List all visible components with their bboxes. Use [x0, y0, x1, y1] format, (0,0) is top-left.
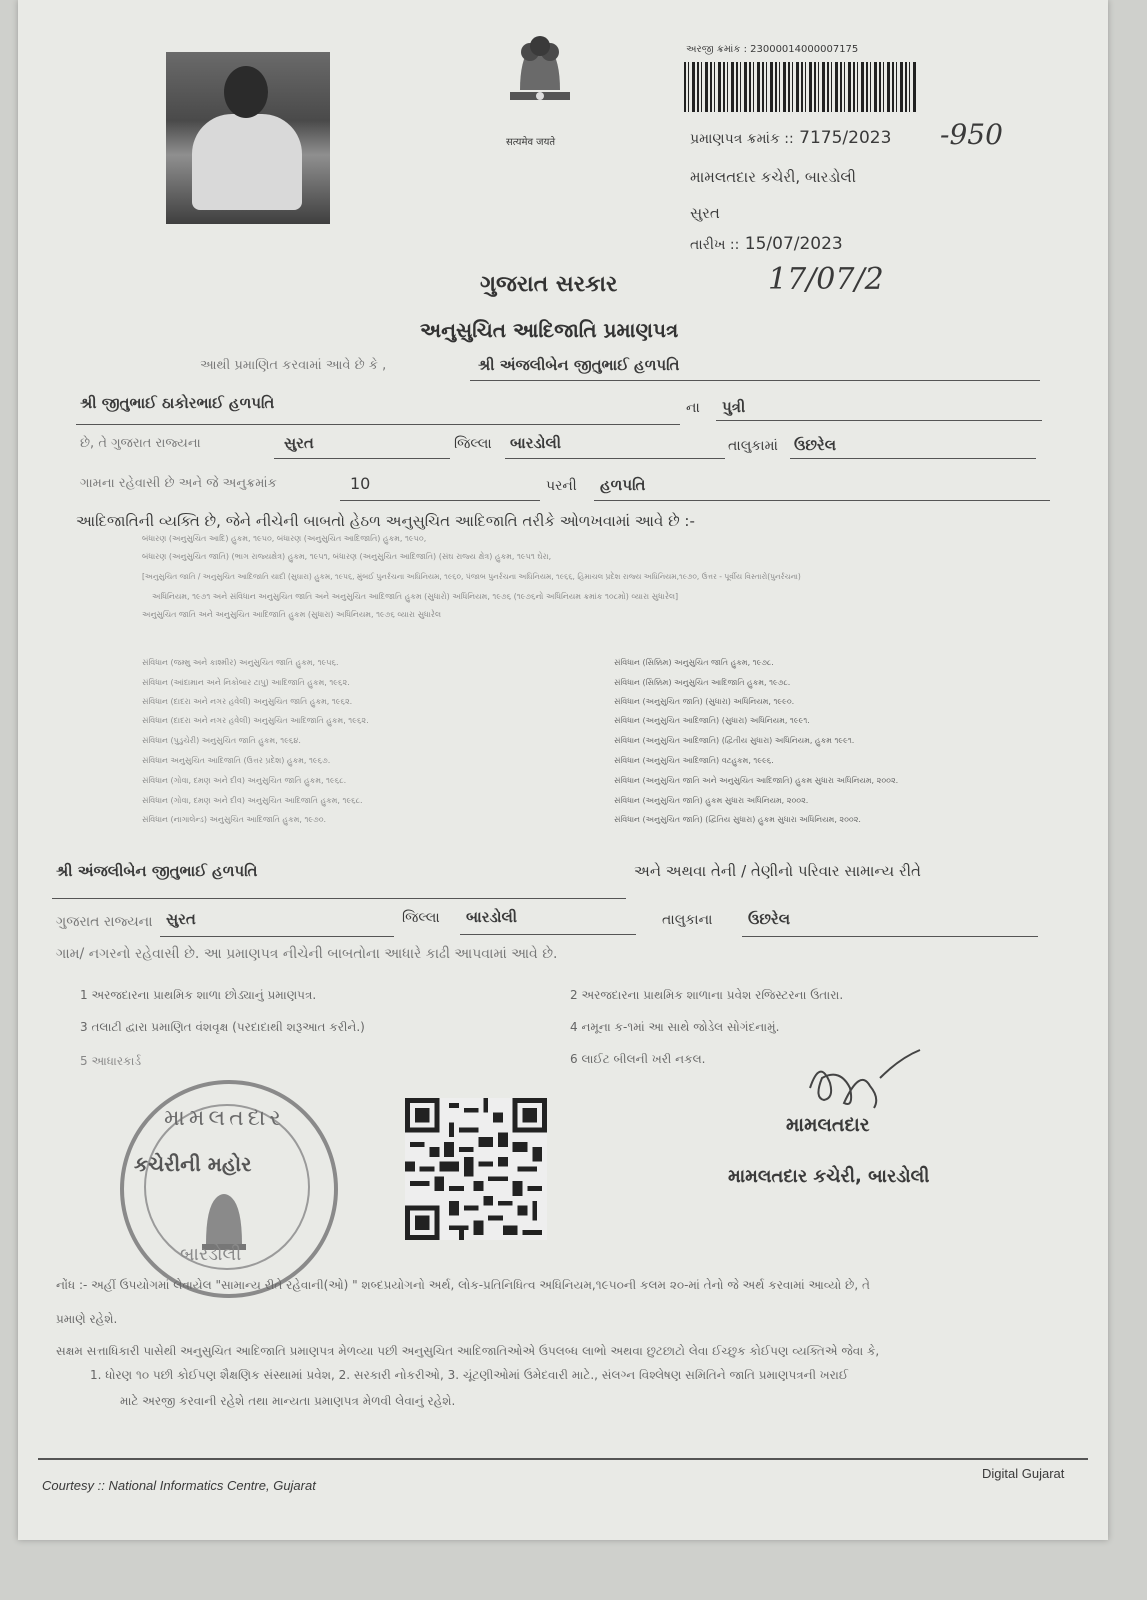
order-left-2: સંવિધાન (આંદામાન અને નિકોબાર ટાપુ) આદિજાતિ હુકમ, ૧૯૬૨.	[142, 678, 350, 687]
seal-text-middle: કચેરીની મહોર	[134, 1152, 252, 1176]
taluka2-value: બારડોલી	[466, 908, 518, 926]
applicant-name: શ્રી અંજલીબેન જીતુભાઈ હળપતિ	[478, 356, 680, 374]
handwritten-date: 17/07/2	[768, 262, 884, 297]
order-line-5: અનુસુચિત જાતિ અને અનુસુચિત આદિજાતિ હુકમ (સુધારા) અધિનિયમ, ૧૯૭૬ વ્યારા સુધારેલ	[142, 610, 441, 619]
applicant-photo	[166, 52, 330, 224]
footer-courtesy: Courtesy :: National Informatics Centre, Gujarat	[42, 1478, 316, 1493]
district2-value: સુરત	[166, 910, 196, 928]
order-left-7: સંવિધાન (ગોવા, દમણ અને દીવ) અનુસુચિત જાતિ હુકમ, ૧૯૬૮.	[142, 776, 347, 785]
caste-line	[594, 500, 1050, 501]
village-value: ઉછરેલ	[794, 436, 837, 454]
resident-label: ગામના રહેવાસી છે અને જે અનુક્રમાંક	[80, 476, 277, 491]
applicant-name-line	[470, 380, 1040, 381]
serial-number: 10	[350, 474, 371, 493]
order-right-1: સંવિધાન (સિક્કિમ) અનુસુચિત જાતિ હુકમ, ૧૯૭૮.	[614, 658, 774, 667]
taluka-value: બારડોલી	[510, 434, 562, 452]
seal-text-top: મામલતદાર	[164, 1106, 285, 1131]
order-left-1: સંવિધાન (જમ્મુ અને કાશ્મીર) અનુસુચિત જાતિ હુકમ, ૧૯૫૬.	[142, 658, 339, 667]
order-right-4: સંવિધાન (અનુસુચિત આદિજાતિ) (સુધારા) અધિનિયમ, ૧૯૯૧.	[614, 716, 810, 725]
taluka2-line	[460, 934, 636, 935]
village2-value: ઉછરેલ	[748, 910, 791, 928]
relation: પુત્રી	[722, 398, 746, 416]
application-number: 23000014000007175	[750, 44, 859, 55]
district2-label: જિલ્લા	[402, 910, 440, 926]
emblem-motto: सत्यमेव जयते	[506, 137, 556, 148]
issue-date: 15/07/2023	[744, 234, 843, 254]
national-emblem-icon	[500, 30, 580, 118]
government-title: ગુજરાત સરકાર	[480, 272, 618, 297]
officer-signature	[800, 1048, 930, 1118]
order-line-1: બંધારણ (અનુસુચિત આદિ) હુકમ, ૧૯૫૦, બંધારણ (અનુસુચિત આદિજાતિ) હુકમ, ૧૯૫૦,	[142, 534, 427, 543]
note-2-continued: 1. ધોરણ ૧૦ પછી કોઈપણ શૈક્ષણિક સંસ્થામાં પ્રવેશ, 2. સરકારી નોકરીઓ, 3. ચૂંટણીઓમાં ઉમેદવારી માટે., સંલગ્ન વિશ્લેષણ સમિતિને જાતિ પ્રમાણપત્રની ખરાઈ	[90, 1368, 849, 1382]
qr-code	[405, 1098, 547, 1240]
family-label: અને અથવા તેની / તેણીનો પરિવાર સામાન્ય રીતે	[634, 862, 921, 880]
issue-date-row	[690, 234, 843, 254]
state2-label: ગુજરાત રાજ્યના	[56, 914, 153, 930]
caste-value: હળપતિ	[600, 476, 646, 494]
seal-text-bottom: બારડોલી	[180, 1244, 242, 1265]
signatory-office: મામલતદાર કચેરી, બારડોલી	[728, 1166, 930, 1187]
order-right-8: સંવિધાન (અનુસુચિત જાતિ) હુકમ સુધારા અધિનિયમ, ૨૦૦૨.	[614, 796, 809, 805]
father-name: શ્રી જીતુભાઈ ઠાકોરભાઈ હળપતિ	[80, 394, 275, 412]
basis-sentence: ગામ/ નગરનો રહેવાસી છે. આ પ્રમાણપત્ર નીચેની બાબતોના આધારે કાઢી આપવામાં આવે છે.	[56, 946, 558, 962]
order-right-5: સંવિધાન (અનુસુચિત આદિજાતિ) (દ્વિતીય સુધારા) અધિનિયમ, હુકમ ૧૯૯૧.	[614, 736, 855, 745]
doc-item-6: 6 લાઈટ બીલની ખરી નકલ.	[570, 1052, 706, 1066]
order-left-9: સંવિધાન (નાગાલેન્ડ) અનુસુચિત આદિજાતિ હુકમ, ૧૯૭૦.	[142, 815, 327, 824]
doc-item-3: 3 તલાટી દ્વારા પ્રમાણિત વંશવૃક્ષ (પરદાદાથી શરૂઆત કરીને.)	[80, 1020, 365, 1034]
office-seal	[120, 1080, 338, 1298]
of-text: ના	[686, 400, 700, 416]
certificate-paper	[18, 0, 1108, 1540]
note-2-end: માટે અરજી કરવાની રહેશે તથા માન્યતા પ્રમાણપત્ર મેળવી લેવાનું રહેશે.	[120, 1394, 456, 1408]
order-line-2: બંધારણ (અનુસુચિત જાતિ) (ભાગ રાજ્યક્ષેત્ર) હુકમ, ૧૯૫૧, બંધારણ (અનુસુચિત આદિજાતિ) (સંઘ રાજ્ય ક્ષેત્ર) હુકમ, ૧૯૫૧ ઘેરા,	[142, 552, 552, 561]
district-value: સુરત	[284, 434, 314, 452]
issue-date-label: તારીખ ::	[690, 237, 740, 253]
certificate-number-label: પ્રમાણપત્ર ક્રમાંક ::	[690, 131, 794, 147]
taluka-line	[505, 458, 725, 459]
district-line	[274, 458, 450, 459]
relation-line	[716, 420, 1042, 421]
certificate-number: 7175/2023	[799, 128, 892, 148]
doc-item-1: 1 અરજદારના પ્રાથમિક શાળા છોડ્યાનું પ્રમાણપત્ર.	[80, 988, 317, 1002]
per-label: પરની	[546, 478, 577, 494]
village-line	[790, 458, 1036, 459]
photo-figure-head	[224, 66, 268, 118]
taluka-label: તાલુકામાં	[728, 438, 778, 454]
tribe-sentence: આદિજાતિની વ્યક્તિ છે, જેને નીચેની બાબતો હેઠળ અનુસુચિત આદિજાતિ તરીકે ઓળખવામાં આવે છે :-	[76, 512, 695, 530]
order-line-4: અધિનિયમ, ૧૯૭૧ અને સંવિધાન અનુસુચિત જાતિ અને અનુસુચિત આદિજાતિ હુકમ (સુધારો) અધિનિયમ, ૧૯૭૬ (૧૯૭૬નો અધિનિયમ ક્રમાંક ૧૦૮મો) વ્યારા સુધારેલ]	[152, 592, 679, 601]
serial-number-line	[340, 500, 540, 501]
order-left-5: સંવિધાન (પુડુચેરી) અનુસુચિત જાતિ હુકમ, ૧૯૬૪.	[142, 736, 301, 745]
order-left-6: સંવિધાન અનુસુચિત આદિજાતિ (ઉત્તર પ્રદેશ) હુકમ, ૧૯૬૭.	[142, 756, 331, 765]
order-right-9: સંવિધાન (અનુસુચિત જાતિ) (દ્વિતિય સુધારા) હુકમ સુધારા અધિનિયમ, ૨૦૦૨.	[614, 815, 861, 824]
footer-digital-gujarat: Digital Gujarat	[982, 1466, 1065, 1481]
state-label: છે, તે ગુજરાત રાજ્યના	[80, 436, 201, 451]
signatory-title: મામલતદાર	[786, 1114, 870, 1136]
doc-item-4: 4 નમૂના ક-૧માં આ સાથે જોડેલ સોગંદનામું.	[570, 1020, 780, 1034]
handwritten-serial: -950	[940, 118, 1003, 151]
photo-figure-body	[192, 114, 302, 210]
doc-item-2: 2 અરજદારના પ્રાથમિક શાળાના પ્રવેશ રજિસ્ટરના ઉતારા.	[570, 988, 844, 1002]
note-1-continued: પ્રમાણે રહેશે.	[56, 1312, 118, 1326]
taluka2-label: તાલુકાના	[662, 912, 713, 928]
applicant-name-2-line	[52, 898, 626, 899]
order-left-3: સંવિધાન (દાદરા અને નગર હવેલી) અનુસુચિત જાતિ હુકમ, ૧૯૬૨.	[142, 697, 353, 706]
doc-item-5: 5 આધારકાર્ડ	[80, 1054, 142, 1068]
note-2: સક્ષમ સત્તાધિકારી પાસેથી અનુસુચિત આદિજાતિ પ્રમાણપત્ર મેળવ્યા પછી અનુસુચિત આદિજાતિઓએ ઉપલબ્ધ લાભો અથવા છુટછાટો લેવા ઈચ્છુક કોઈપણ વ્યક્તિએ જેવા કે,	[56, 1344, 880, 1358]
barcode	[684, 62, 916, 112]
order-line-3: [અનુસુચિત જાતિ / અનુસુચિત આદિજાતિ યાદી (સુધારા) હુકમ, ૧૯૫૬, મુંબઈ પુનર્રચના અધિનિયમ, ૧૯૬૦, પંજાબ પુનર્રચના અધિનિયમ, ૧૯૬૬, હિમાચલ પ્રદેશ રાજ્ય અધિનિયમ,૧૯૭૦, ઉત્તર - પૂર્વીય વિસ્તારો(પુનર્રચના)	[142, 572, 801, 581]
note-1: નોંધ :- અહીં ઉપયોગમાં લેવાયેલ "સામાન્ય રીતે રહેવાની(ઓ) " શબ્દપ્રયોગનો અર્થ, લોક-પ્રતિનિધિત્વ અધિનિયમ,૧૯૫૦ની કલમ ૨૦-માં તેનો જે અર્થ કરવામાં આવ્યો છે, તે	[56, 1278, 870, 1292]
district2-line	[160, 936, 394, 937]
district-label: જિલ્લા	[454, 436, 492, 452]
application-number-row	[686, 44, 858, 55]
order-left-4: સંવિધાન (દાદરા અને નગર હવેલી) અનુસુચિત આદિજાતિ હુકમ, ૧૯૬૨.	[142, 716, 369, 725]
footer-divider	[38, 1458, 1088, 1460]
order-right-3: સંવિધાન (અનુસુચિત જાતિ) (સુધારા) અધિનિયમ, ૧૯૯૦.	[614, 697, 795, 706]
father-name-line	[76, 424, 680, 425]
order-right-2: સંવિધાન (સિક્કિમ) અનુસુચિત આદિજાતિ હુકમ, ૧૯૭૮.	[614, 678, 791, 687]
application-number-label: અરજી ક્રમાંક :	[686, 44, 747, 55]
order-right-7: સંવિધાન (અનુસુચિત જાતિ અને અનુસુચિત આદિજાતિ) હુકમ સુધારા અધિનિયમ, ૨૦૦૨.	[614, 776, 899, 785]
issuing-district: સુરત	[690, 204, 720, 222]
intro-text: આથી પ્રમાણિત કરવામાં આવે છે કે ,	[200, 358, 387, 373]
order-right-6: સંવિધાન (અનુસુચિત આદિજાતિ) વટહુકમ, ૧૯૯૬.	[614, 756, 774, 765]
village2-line	[742, 936, 1038, 937]
issuing-office: મામલતદાર કચેરી, બારડોલી	[690, 168, 856, 186]
certificate-number-row	[690, 128, 891, 148]
order-left-8: સંવિધાન (ગોવા, દમણ અને દીવ) અનુસુચિત આદિજાતિ હુકમ, ૧૯૬૮.	[142, 796, 363, 805]
certificate-title: અનુસુચિત આદિજાતિ પ્રમાણપત્ર	[420, 318, 679, 342]
applicant-name-2: શ્રી અંજલીબેન જીતુભાઈ હળપતિ	[56, 862, 258, 880]
